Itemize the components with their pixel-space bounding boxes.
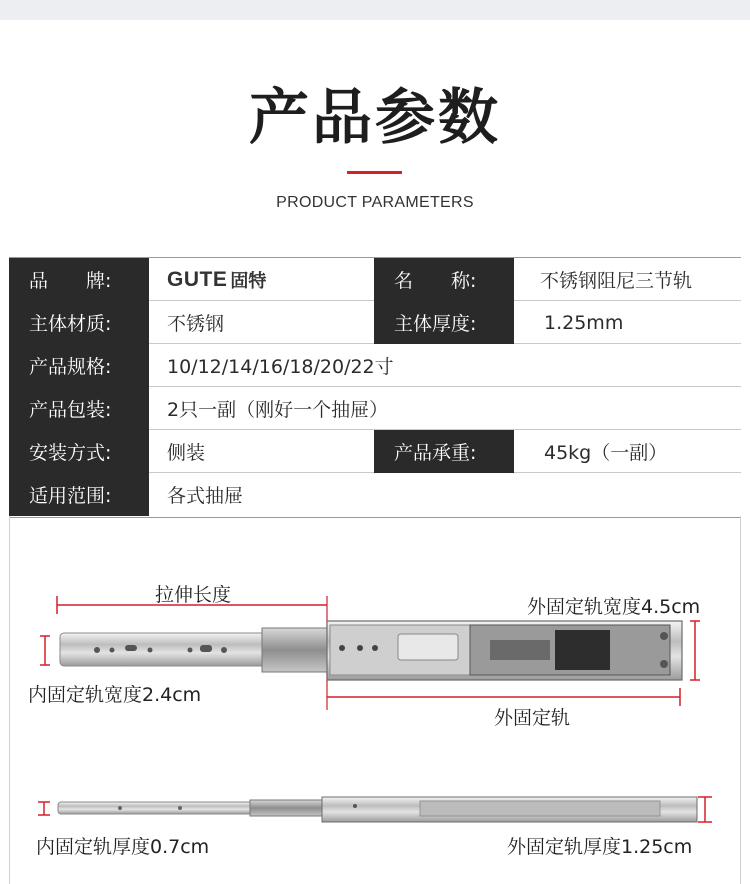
thickness-label: 主体厚度: <box>374 301 514 344</box>
load-label: 产品承重: <box>374 430 514 473</box>
outer-rail-thickness-marker <box>698 797 712 822</box>
inner-rail-width-marker <box>40 636 50 665</box>
outer-rail-thickness-label: 外固定轨厚度1.25cm <box>507 836 693 858</box>
rail-side-view <box>58 797 697 822</box>
thickness-value: 1.25mm <box>544 311 624 334</box>
material-value: 不锈钢 <box>167 313 225 335</box>
inner-rail-thickness-marker <box>38 802 50 815</box>
packing-value: 2只一副（刚好一个抽屉） <box>167 399 389 421</box>
rail-top-view <box>60 621 682 680</box>
name-label: 名 称: <box>374 258 514 301</box>
install-label: 安装方式: <box>9 430 149 473</box>
extension-length-label: 拉伸长度 <box>155 584 232 606</box>
page-title: 产品参数 <box>249 83 501 153</box>
inner-rail-thickness-label: 内固定轨厚度0.7cm <box>36 836 210 858</box>
inner-rail-width-label: 内固定轨宽度2.4cm <box>28 684 202 706</box>
brand-logo: GUTE <box>167 267 228 291</box>
brand-logo-cn: 固特 <box>230 270 267 292</box>
outer-rail-label: 外固定轨 <box>494 707 571 729</box>
outer-rail-width-marker <box>690 621 700 680</box>
page-subtitle: PRODUCT PARAMETERS <box>276 194 474 211</box>
packing-label: 产品包装: <box>9 387 149 430</box>
outer-rail-width-label: 外固定轨宽度4.5cm <box>527 596 701 618</box>
install-value: 侧装 <box>167 442 206 464</box>
material-label: 主体材质: <box>9 301 149 344</box>
usage-value: 各式抽屉 <box>167 485 244 507</box>
spec-value: 10/12/14/16/18/20/22寸 <box>167 356 394 378</box>
name-value: 不锈钢阻尼三节轨 <box>540 270 693 292</box>
brand-label: 品 牌: <box>9 258 149 301</box>
usage-label: 适用范围: <box>9 473 149 516</box>
spec-label: 产品规格: <box>9 344 149 387</box>
load-value: 45kg（一副） <box>544 442 668 464</box>
